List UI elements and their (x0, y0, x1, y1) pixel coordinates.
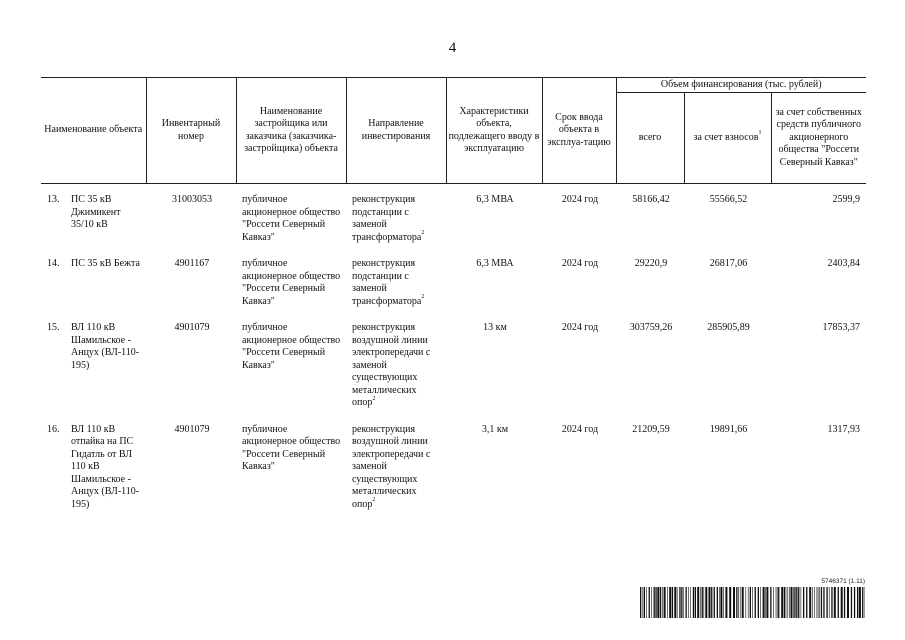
header-commissioning: Срок ввода объекта в эксплуа-тацию (542, 78, 616, 184)
cell-contributions: 285905,89 (707, 322, 750, 333)
cell-direction: реконструкция воздушной линии электропередачи с заменой существующих металлических опор$^2$ (352, 322, 431, 408)
cell-developer: публичное акционерное общество "Россети Северный Кавказ" (242, 322, 341, 371)
header-own-funds: за счет собственных средств публичного акционерного общества "Россети Северный Кавказ" (771, 93, 866, 184)
header-financing-group: Объем финансирования (тыс. рублей) (616, 78, 866, 93)
cell-developer: публичное акционерное общество "Россети Северный Кавказ" (242, 423, 341, 472)
cell-total: 303759,26 (629, 322, 673, 333)
cell-total: 29220,9 (634, 258, 668, 269)
cell-direction: реконструкция подстанции с заменой трансформатора$^2$ (352, 194, 425, 243)
cell-own-funds: 2599,9 (832, 194, 860, 205)
header-characteristics: Характеристики объекта, подлежащего вводу в эксплуатацию (446, 78, 542, 184)
cell-total: 21209,59 (632, 423, 670, 435)
header-direction: Направление инвестирования (346, 78, 446, 184)
cell-own-funds: 17853,37 (822, 322, 860, 333)
object-name: ВЛ 110 кВ отпайка на ПС Гидатль от ВЛ 110 кВ Шамильское - Анцух (ВЛ-110-195) (71, 423, 140, 510)
cell-term: 2024 год (561, 423, 599, 435)
cell-term: 2024 год (561, 258, 599, 269)
object-name: ВЛ 110 кВ Шамильское - Анцух (ВЛ-110-195) (71, 322, 140, 371)
cell-developer: публичное акционерное общество "Россети Северный Кавказ" (242, 258, 341, 307)
table-row (41, 322, 866, 424)
cell-name (41, 194, 146, 258)
cell-term: 2024 год (561, 322, 599, 333)
header-contributions: за счет взносов$^1$ (684, 93, 771, 184)
header-developer: Наименование застройщика или заказчика (заказчика-застройщика) объекта (236, 78, 346, 184)
cell-contributions: 19891,66 (709, 423, 748, 435)
table-row (41, 424, 866, 526)
barcode-block (640, 578, 865, 620)
cell-characteristics: 6,3 МВА (476, 194, 514, 205)
barcode-text: 5746371 (1.11) (821, 578, 865, 585)
cell-characteristics: 13 км (483, 322, 507, 333)
cell-developer: публичное акционерное общество "Россети Северный Кавказ" (242, 194, 341, 243)
cell-direction: реконструкция воздушной линии электропередачи с заменой существующих металлических опор$^2$ (352, 423, 431, 510)
page-number: 4 (448, 40, 457, 56)
header-inventory: Инвентарный номер (146, 78, 236, 184)
cell-name (41, 322, 146, 424)
cell-total: 58166,42 (632, 194, 670, 205)
row-number: 14. (47, 258, 60, 269)
cell-own-funds: 2403,84 (827, 258, 860, 269)
barcode-icon (640, 587, 865, 618)
cell-direction: реконструкция подстанции с заменой трансформатора$^2$ (352, 258, 425, 307)
cell-characteristics: 3,1 км (481, 423, 509, 435)
cell-own-funds: 1317,93 (827, 423, 860, 435)
row-number: 15. (47, 322, 60, 333)
cell-contributions: 26817,06 (709, 258, 748, 269)
investment-table (41, 77, 866, 525)
object-name: ПС 35 кВ Бежта (71, 258, 140, 269)
header-name: Наименование объекта (41, 78, 146, 184)
cell-inventory: 4901079 (174, 322, 210, 333)
cell-term: 2024 год (561, 194, 599, 205)
table-row (41, 258, 866, 322)
row-number: 16. (47, 423, 60, 435)
cell-name (41, 258, 146, 322)
cell-inventory: 31003053 (172, 194, 212, 205)
table-row (41, 194, 866, 258)
cell-inventory: 4901079 (174, 423, 210, 435)
row-number: 13. (47, 194, 60, 205)
object-name: ПС 35 кВ Джимикент 35/10 кВ (71, 194, 121, 230)
cell-contributions: 55566,52 (709, 194, 748, 205)
cell-name (41, 424, 146, 526)
cell-inventory: 4901167 (174, 258, 210, 269)
cell-characteristics: 6,3 МВА (476, 258, 514, 269)
header-total: всего (616, 93, 684, 184)
